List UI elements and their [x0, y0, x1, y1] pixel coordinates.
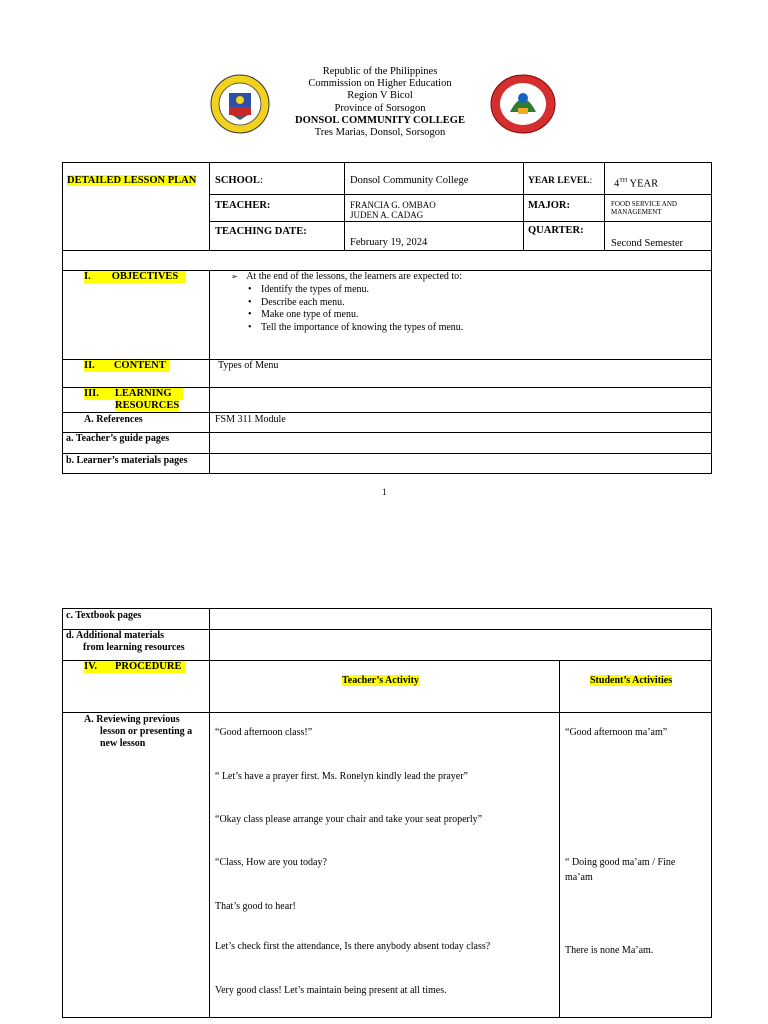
major-line-1: FOOD SERVICE AND: [611, 200, 677, 208]
content-label: CONTENT: [113, 360, 166, 371]
reviewing-lesson-label: [84, 714, 192, 750]
teacher-label: TEACHER:: [215, 200, 271, 211]
reviewing-line-1: A. Reviewing previous: [84, 714, 180, 725]
student-line: “ Doing good ma’am / Fine: [565, 857, 676, 868]
teacher-name-2: JUDEN A. CADAG: [350, 210, 424, 220]
teaching-date-value: February 19, 2024: [350, 237, 428, 248]
resources-label-2: RESOURCES: [115, 400, 180, 411]
major-line-2: MANAGEMENT: [611, 208, 662, 216]
header-address: Tres Marias, Donsol, Sorsogon: [314, 127, 446, 139]
year-level-suffix: TH: [619, 178, 628, 184]
additional-materials-label: [66, 630, 185, 654]
content-number: II.: [84, 360, 95, 371]
objective-item: • Identify the types of menu.: [231, 284, 463, 297]
procedure-label: PROCEDURE: [114, 661, 182, 672]
textbook-pages-label: c. Textbook pages: [66, 610, 142, 621]
resources-label-1: LEARNING: [114, 388, 172, 399]
references-value: FSM 311 Module: [215, 414, 286, 425]
additional-materials-line-2: from learning resources: [83, 642, 185, 653]
teacher-names: [350, 200, 436, 220]
objective-item: • Make one type of menu.: [231, 309, 463, 322]
header-line-ched: Commission on Higher Education: [308, 78, 452, 90]
document-header: [230, 66, 530, 139]
teaching-date-label: TEACHING DATE:: [215, 226, 307, 237]
student-line: “Good afternoon ma’am”: [565, 727, 668, 738]
header-line-province: Province of Sorsogon: [334, 102, 426, 114]
teacher-line: Let’s check first the attendance, Is there anybody absent today class?: [215, 941, 491, 952]
student-line: There is none Ma’am.: [565, 945, 654, 956]
school-colon: :: [259, 175, 263, 186]
references-label: A. References: [84, 414, 143, 425]
objective-item: • Describe each menu.: [231, 297, 463, 310]
year-level-value: [614, 175, 658, 191]
teacher-line: “ Let’s have a prayer first. Ms. Ronelyn kindly lead the prayer”: [215, 771, 468, 782]
page-number: 1: [382, 487, 387, 497]
objective-item: • Tell the importance of knowing the types of menu.: [231, 322, 463, 335]
school-value: Donsol Community College: [350, 175, 469, 186]
quarter-label: QUARTER:: [528, 225, 584, 236]
header-line-republic: Republic of the Philippines: [322, 66, 438, 77]
major-value: [611, 200, 677, 216]
arrow-bullet-icon: ➢: [231, 272, 238, 281]
teacher-name-1: FRANCIA G. OMBAO: [350, 200, 436, 210]
reviewing-line-3: new lesson: [100, 738, 146, 749]
school-label: SCHOOL: [215, 175, 260, 186]
year-level-word: YEAR: [629, 178, 659, 190]
objectives-list: [231, 284, 463, 334]
year-level-colon: :: [589, 176, 593, 186]
teacher-line: “Class, How are you today?: [215, 857, 327, 868]
teachers-guide-label: a. Teacher’s guide pages: [66, 433, 170, 444]
teacher-line: That’s good to hear!: [215, 901, 296, 912]
teacher-line: “Okay class please arrange your chair and take your seat properly”: [215, 814, 483, 825]
year-level-label: YEAR LEVEL: [528, 176, 590, 186]
major-label: MAJOR:: [528, 200, 570, 211]
additional-materials-line-1: d. Additional materials: [66, 630, 165, 641]
reviewing-line-2: lesson or presenting a: [100, 726, 193, 737]
objectives-intro: [231, 271, 462, 283]
header-college-name: DONSOL COMMUNITY COLLEGE: [295, 114, 465, 126]
student-line: ma’am: [565, 872, 593, 883]
content-heading: [84, 360, 170, 372]
resources-number: III.: [84, 388, 99, 399]
student-activity-header: Student’s Activities: [590, 675, 673, 686]
objectives-heading: [84, 271, 186, 283]
content-value: Types of Menu: [218, 360, 279, 371]
objectives-intro-text: At the end of the lessons, the learners are expected to:: [246, 271, 462, 282]
lesson-plan-title: DETAILED LESSON PLAN: [67, 175, 197, 186]
procedure-heading: [84, 661, 186, 673]
learning-resources-heading: [84, 388, 183, 412]
teacher-activity-header: Teacher’s Activity: [342, 675, 419, 686]
learners-materials-label: b. Learner’s materials pages: [66, 455, 188, 466]
objectives-label: OBJECTIVES: [111, 271, 179, 282]
year-level-number: 4: [614, 178, 620, 190]
procedure-number: IV.: [84, 661, 97, 672]
quarter-value: Second Semester: [611, 238, 684, 249]
header-line-region: Region V Bicol: [347, 90, 413, 102]
teacher-line: “Good afternoon class!”: [215, 727, 313, 738]
objectives-number: I.: [84, 271, 91, 282]
teacher-line: Very good class! Let’s maintain being present at all times.: [215, 985, 447, 996]
